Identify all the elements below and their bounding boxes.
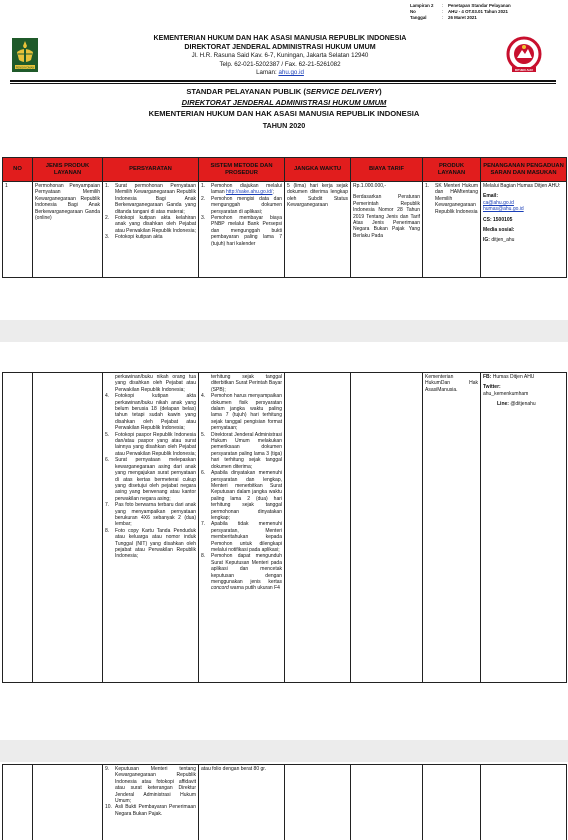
cell-jangka-waktu [285, 765, 351, 840]
cell-biaya [351, 373, 423, 683]
cell-no [3, 182, 33, 278]
ditjen-ahu-logo [506, 36, 542, 74]
fb-handle: Humas Ditjen AHU [491, 374, 535, 380]
list-item [105, 374, 196, 393]
list-text [211, 374, 282, 393]
list-number: 1. [105, 183, 110, 189]
row-number: 1 [5, 183, 8, 189]
list-number: 1. [425, 183, 430, 189]
list-item [105, 234, 196, 240]
cell-biaya [351, 182, 423, 278]
header-persyaratan: PERSYARATAN [103, 158, 199, 182]
list-text-part: Fotokopi kutipan akta kelahiran anak yang disahkan oleh Pejabat atau Perwakilan Republik Indonesia; [115, 215, 196, 234]
cell-prosedur [199, 373, 285, 683]
ig-handle: ditjen_ahu [489, 237, 515, 244]
list-text [115, 502, 196, 528]
instagram-line [483, 237, 564, 243]
list-text [115, 215, 196, 234]
list-text [115, 183, 196, 215]
cell-jenis-produk: Permohonan Penyampaian Pernyataan Memilih Kewarganegaraan Republik Indonesia Bagi Anak Berkewarganegaraan Ganda (online) [33, 182, 103, 278]
logo-caption: DITJEN AHU [515, 68, 533, 72]
cell-pengaduan [481, 765, 567, 840]
list-text-part: Pemohon membayar biaya PNBP melalui Bank Persepsi dan mengunggah bukti pembayaran paling lama 7 (tujuh) hari kalender [211, 215, 282, 247]
list-text [115, 393, 196, 431]
website-link[interactable]: ahu.go.id [278, 69, 304, 76]
meta-value: 26 Maret 2021 [448, 15, 477, 20]
list-text [115, 374, 196, 393]
list-text [115, 432, 196, 458]
list-number: 7. [201, 521, 206, 528]
pengayoman-logo [12, 38, 38, 72]
page-gap [0, 320, 568, 342]
list-text [115, 457, 196, 502]
list-item [201, 374, 282, 393]
list-number [105, 374, 115, 393]
title-text: STANDAR PELAYANAN PUBLIK ( [186, 87, 306, 96]
list-item [105, 457, 196, 502]
list-text [115, 234, 196, 240]
logo-caption: PENGAYOMAN [15, 66, 35, 70]
cell-no [3, 373, 33, 683]
cell-persyaratan [103, 373, 199, 683]
website-label: Laman: [256, 69, 279, 76]
list-number: 7. [105, 502, 110, 509]
list-number: 6. [201, 470, 206, 477]
cell-prosedur [199, 182, 285, 278]
list-item [105, 804, 196, 817]
twitter-handle: ahu_kemenkumham [483, 390, 529, 397]
cell-pengaduan [481, 182, 567, 278]
table-row [3, 182, 567, 278]
list-text [211, 196, 282, 215]
list-item [105, 183, 196, 215]
directorate-name: DIREKTORAT JENDERAL ADMINISTRASI HUKUM UMUM [184, 43, 376, 51]
cell-persyaratan [103, 765, 199, 840]
list-item [105, 393, 196, 431]
list-text [211, 553, 282, 591]
table-row [3, 373, 567, 683]
list-text-part: terhitung sejak tanggal diterbitkan Surat Perintah Bayar (SPB); [211, 374, 282, 393]
letterhead-rule-thin [10, 83, 556, 84]
list-text [211, 183, 282, 196]
produk-text: SK Menteri Hukum dan HAMtentang Memilih Kewarganegaraan Republik Indonesia [435, 183, 478, 215]
list-text-part: Pemohon diajukan melalui laman [211, 183, 282, 196]
header-pengaduan: PENANGANAN PENGADUAN SARAN DAN MASUKAN [481, 158, 567, 182]
list-number: 8. [105, 527, 110, 534]
letterhead-rule [10, 80, 556, 82]
address: Jl. H.R. Rasuna Said Kav. 6-7, Kuningan, Jakarta Selatan 12940 [191, 52, 369, 59]
biaya-legal-basis: Berdasarkan Peraturan Pemerintah Republik Indonesia Nomor 28 Tahun 2019 Tentang Jenis dan Tarif Atas Jenis Penerimaan Negara Bukan Pajak Yang Berlaku Pada [353, 194, 420, 239]
list-number: 3. [105, 234, 110, 241]
cell-biaya [351, 765, 423, 840]
list-item [105, 215, 196, 234]
list-text [115, 804, 196, 817]
cell-produk [423, 765, 481, 840]
twitter-label: Twitter: [483, 384, 501, 391]
pengaduan-intro: Melalui Bagian Humas Ditjen AHU: [483, 183, 561, 189]
cell-jangka-waktu [285, 373, 351, 683]
letterhead [110, 34, 450, 78]
list-item [201, 183, 282, 196]
list-item [105, 766, 196, 804]
list-text-part: Surat pernyataan melepaskan kewarganegaraan asing dari anak yang mengajukan surat pernyataan di atas kertas bermeterai cukup yang disetujui oleh pejabat negara asing yang berwenang atau kantor perwakilan negara asing; [115, 457, 196, 502]
list-text-part: Direktorat Jenderal Administrasi Hukum Umum melakukan pemeriksaan dokumen persyaratan paling lama 3 (tiga) hari terhitung sejak tanggal dokumen diterima; [211, 431, 282, 470]
website [110, 69, 450, 78]
line-label: Line: [497, 401, 509, 408]
page-2 [0, 342, 568, 740]
fb-label: FB: [483, 374, 492, 380]
list-number: 2. [201, 195, 206, 202]
cell-produk [423, 182, 481, 278]
list-text-part: Asli Bukti Pembayaran Penerimaan Negara Bukan Pajak. [115, 804, 196, 817]
list-text-part: Pemohon mengisi data dan mengunggah dokumen persyaratan di aplikasi; [211, 195, 282, 215]
list-text-part: warna putih ukuran F4 [228, 585, 280, 592]
cell-prosedur: atau folio dengan berat 80 gr. [199, 765, 285, 840]
list-number [201, 374, 211, 393]
sake-link[interactable]: http://sake.ahu.go.id/ [226, 189, 273, 196]
header-jangka-waktu: JANGKA WAKTU [285, 158, 351, 182]
header-jenis-produk: JENIS PRODUK LAYANAN [33, 158, 103, 182]
service-standard-table [2, 157, 567, 278]
list-number: 3. [201, 215, 206, 222]
list-text-part: Fotokopi paspor Republik Indonesia dan/atau paspor yang atau surat lainnya yang disahkan oleh Pejabat atau Perwakilan Republik Indonesia; [115, 431, 196, 457]
cell-jenis-produk [33, 373, 103, 683]
list-text-part: Apabila tidak memenuhi persyaratan, Menteri memberitahukan kepada Pemohon untuk dilengkapi melalui notifikasi pada aplikasi; [211, 521, 282, 553]
list-number: 4. [201, 393, 206, 400]
title-line-4: TAHUN 2020 [262, 121, 306, 130]
list-text [211, 470, 282, 521]
cell-produk: Kementerian HukumDan Hak AsasiManusia. [423, 373, 481, 683]
list-item [105, 528, 196, 560]
list-item [201, 196, 282, 215]
list-text-part: Apabila dinyatakan memenuhi persyaratan dan lengkap, Menteri menerbitkan Surat Keputusan dalam jangka waktu paling lama 2 (dua) hari terhitung sejak tanggal permohonan dinyatakan lengkap; [211, 470, 282, 521]
list-text [211, 393, 282, 431]
list-text-part: perkawinan/buku nikah orang tua yang disahkan oleh Pejabat atau Perwakilan Republik Indonesia; [115, 374, 196, 393]
page-3 [0, 762, 568, 840]
list-item [105, 432, 196, 458]
meta-value: AHU - 4 OT.03.01 Tahun 2021 [448, 9, 508, 14]
meta-label: No [410, 9, 416, 14]
list-number: 5. [201, 431, 206, 438]
list-text-part: Keputusan Menteri tentang Kewarganegaraan Republik Indonesia atau fotokopi affidavit atau surat keterangan Direktur Jenderal Administrasi Hukum Umum; [115, 766, 196, 805]
list-number: 10. [105, 804, 112, 811]
list-text-part: Pemohon dapat mengunduh Surat Keputusan Menteri pada aplikasi dan mencetak keputusan dengan menggunakan jenis kertas [211, 553, 282, 585]
meta-label: Tanggal [410, 15, 427, 20]
header-prosedur: SISTEM METODE DAN PROSEDUR [199, 158, 285, 182]
cell-jangka-waktu: 5 (lima) hari kerja sejak dokumen diterima lengkap oleh Subdit Status Kewarganegaraan [285, 182, 351, 278]
cell-jenis-produk [33, 765, 103, 840]
header-no: NO [3, 158, 33, 182]
page-1 [0, 0, 568, 320]
list-number: 8. [201, 553, 206, 560]
table-header-row [3, 158, 567, 182]
list-text [211, 432, 282, 470]
list-text [211, 215, 282, 247]
list-text [115, 528, 196, 560]
list-item [105, 502, 196, 528]
medsos-label: Media sosial: [483, 227, 515, 234]
list-item [201, 393, 282, 431]
document-title [40, 86, 528, 133]
list-item [201, 521, 282, 553]
table-row [3, 765, 567, 840]
title-line-2: DIREKTORAT JENDERAL ADMINISTRASI HUKUM UMUM [181, 98, 387, 107]
list-item [201, 432, 282, 470]
cs-label: CS: 1500105 [483, 216, 513, 223]
ig-label: IG: [483, 237, 490, 244]
list-text-part: Fotokopi kutipan akta [115, 234, 163, 241]
header-produk: PRODUK LAYANAN [423, 158, 481, 182]
title-line-3: KEMENTERIAN HUKUM DAN HAK ASASI MANUSIA REPUBLIK INDONESIA [148, 109, 420, 118]
line-handle: @ditjenahu [508, 401, 536, 408]
email-link-humas[interactable]: humas@ahu.go.id [483, 206, 524, 213]
list-text-part: Surat permohonan Pernyataan Memilih Kewarganegaraan Republik Indonesia Bagi Anak Berkewarganegaraan Ganda yang ditanda tangani di atas materai; [115, 183, 196, 215]
list-text-part: Foto copy Kartu Tanda Penduduk atau keluarga atau nomor induk Tunggal (NIT) yang disahkan oleh pejabat atau Perwakilan Republik Indonesia; [115, 527, 196, 560]
list-number: 6. [105, 457, 110, 464]
service-standard-table-continued [2, 764, 567, 840]
email-label: Email: [483, 193, 499, 200]
list-number: 9. [105, 766, 110, 772]
service-standard-table-continued [2, 372, 567, 683]
email-link-ca[interactable]: ca@ahu.go.id [483, 199, 514, 206]
list-text-part: Fotokopi kutipan akta perkawinan/buku nikah anak yang belum berusia 18 (delapan belas) tahun tetapi sudah kawin yang disahkan oleh Pejabat atau Perwakilan Republik Indonesia; [115, 393, 196, 432]
phone-fax: Telp. 62-021-5202387 / Fax. 62-21-5261082 [219, 60, 341, 68]
list-number: 4. [105, 393, 110, 400]
list-item [201, 470, 282, 521]
list-text-part: Pemohon harus menyampaikan dokumen fisik persyaratan dalam jangka waktu paling lama 7 (tujuh) hari terhitung sejak tanggal pengisian format pernyataan; [211, 393, 282, 432]
meta-label: Lampiran 2 [410, 3, 434, 8]
header-biaya: BIAYA TARIF [351, 158, 423, 182]
list-item [201, 215, 282, 247]
list-text-part: Pas foto berwarna terbaru dari anak yang menyampaikan pernyataan berukuran 4X6 sebanyak 2 (dua) lembar; [115, 502, 196, 528]
title-italic: SERVICE DELIVERY [305, 87, 380, 96]
list-text [211, 521, 282, 553]
document-meta: Lampiran 2 : Penetapan Standar Pelayanan No : AHU - 4 OT.03.01 Tahun 2021 Tanggal : 26 Maret 2021 [410, 3, 511, 20]
biaya-amount: Rp.1.000.000,- [353, 183, 387, 189]
list-item [201, 553, 282, 591]
title-text: ) [379, 87, 382, 96]
page-gap [0, 740, 568, 762]
list-number: 1. [201, 183, 206, 189]
ministry-name: KEMENTERIAN HUKUM DAN HAK ASASI MANUSIA REPUBLIK INDONESIA [153, 34, 407, 42]
cell-persyaratan [103, 182, 199, 278]
cell-no [3, 765, 33, 840]
list-number: 5. [105, 431, 110, 438]
list-text [115, 766, 196, 804]
list-text-part: ; [272, 189, 274, 196]
list-number: 2. [105, 215, 110, 222]
cell-pengaduan [481, 373, 567, 683]
meta-value: Penetapan Standar Pelayanan [448, 3, 511, 8]
title-line-1 [40, 86, 528, 97]
list-text-italic: concord [211, 585, 229, 592]
